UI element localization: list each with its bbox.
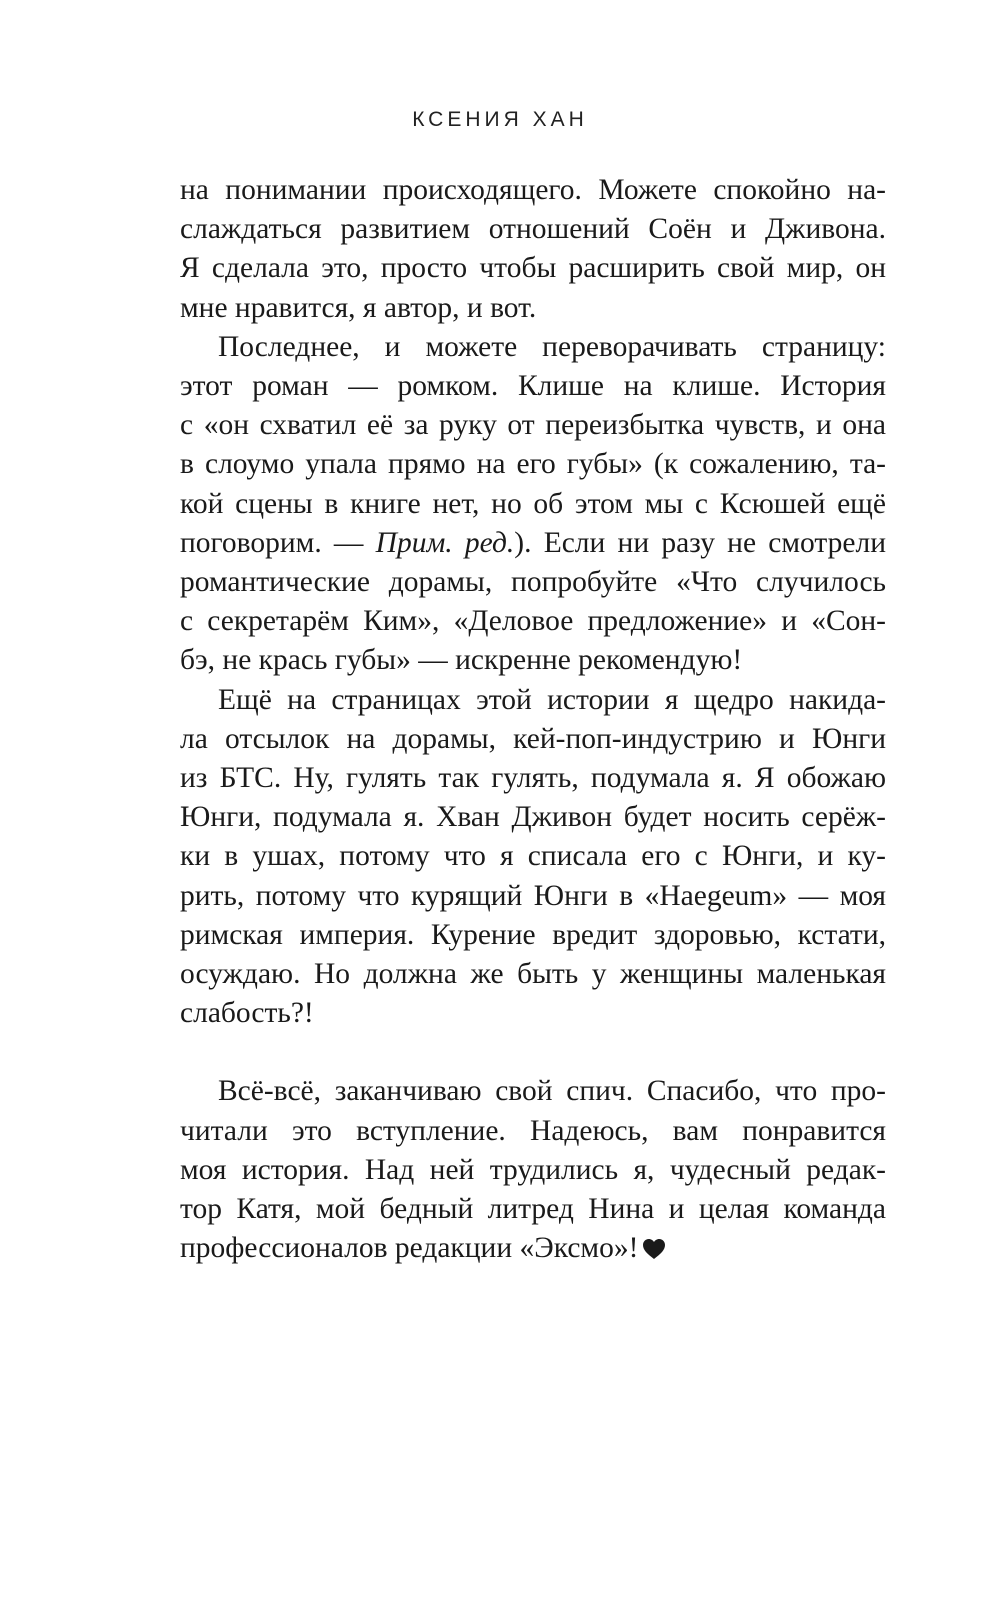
text-line: мне нравится, я автор, и вот.: [180, 291, 537, 324]
text-line: читали это вступление. Надеюсь, вам понравится: [180, 1114, 886, 1147]
text-line: Последнее, и можете переворачивать страницу:: [218, 330, 886, 363]
page-body: [180, 171, 886, 1268]
text-line: Ещё на страницах этой истории я щедро накида-: [218, 683, 886, 716]
text-line: с «он схватил её за руку от переизбытка чувств, и она: [180, 409, 886, 442]
text-line: моя история. Над ней трудились я, чудесный редак-: [180, 1153, 886, 1186]
paragraph-3: [180, 681, 886, 1034]
paragraph-spacer: [180, 1033, 886, 1072]
text-line: ла отсылок на дорамы, кей-поп-индустрию и Юнги: [180, 722, 886, 755]
text-line: бэ, не крась губы» — искренне рекомендую!: [180, 644, 743, 677]
text-line: Всё-всё, заканчиваю свой спич. Спасибо, что про-: [218, 1075, 886, 1108]
text-line: рить, потому что курящий Юнги в «Haegeum» — моя: [180, 879, 886, 912]
paragraph-4: [180, 1072, 886, 1268]
closing-line: [180, 1229, 886, 1268]
paragraph-1: [180, 171, 886, 328]
text-line: осуждаю. Но должна же быть у женщины маленькая: [180, 958, 886, 991]
text-line: кой сцены в книге нет, но об этом мы с Ксюшей ещё: [180, 487, 886, 520]
text-line-with-editor-note: [180, 524, 886, 563]
text-line: Я сделала это, просто чтобы расширить свой мир, он: [180, 252, 886, 285]
editor-note: Прим. ред.: [375, 526, 515, 559]
text-fragment: профессионалов редакции «Эксмо»!: [180, 1232, 639, 1265]
text-line: в слоумо упала прямо на его губы» (к сожалению, та-: [180, 448, 886, 481]
text-line: слаждаться развитием отношений Соён и Дживона.: [180, 213, 886, 246]
text-line: Юнги, подумала я. Хван Дживон будет носить серёж-: [180, 801, 886, 834]
paragraph-2: [180, 328, 886, 681]
text-fragment: ). Если ни разу не смотрели: [514, 526, 886, 559]
text-line: ки в ушах, потому что я списала его с Юнги, и ку-: [180, 840, 886, 873]
text-fragment: поговорим. —: [180, 526, 376, 559]
text-line: из БТС. Ну, гулять так гулять, подумала я. Я обожаю: [180, 762, 886, 795]
text-line: этот роман — ромком. Клише на клише. История: [180, 370, 886, 403]
text-line: тор Катя, мой бедный литред Нина и целая команда: [180, 1193, 886, 1226]
running-header: КСЕНИЯ ХАН: [412, 108, 588, 131]
text-line: римская империя. Курение вредит здоровью, кстати,: [180, 918, 886, 951]
heart-icon: [642, 1238, 666, 1260]
text-line: на понимании происходящего. Можете спокойно на-: [180, 174, 886, 206]
text-line: слабость?!: [180, 997, 314, 1030]
text-line: романтические дорамы, попробуйте «Что случилось: [180, 566, 886, 599]
text-line: с секретарём Ким», «Деловое предложение» и «Сон-: [180, 605, 886, 638]
